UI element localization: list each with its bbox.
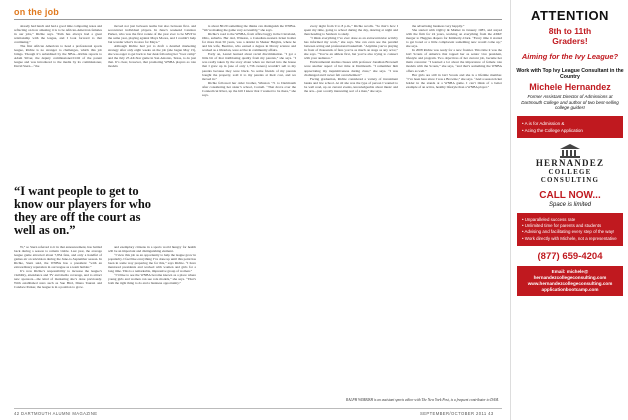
ad-ivy: Aiming for the Ivy League?: [521, 52, 619, 61]
paragraph: “I view this job as an opportunity to help the league grow in popularity. I feel like everything I’ve done up until this point has been in some way preparing me for this,” says Richie. “I have mentored presidents and worked with women and girls for a long time. This is a remarkable, impressive group of women.”: [108, 253, 196, 274]
ad-benefit: • Unparalleled success rate: [522, 216, 576, 222]
paragraph: Richie followed her older brother, Winston ’71 to Dartmouth after considering her sister’s school, Cornell. “That drove over the Connecticut River, up the hill I knew that I wanted to be there,” she says.: [202, 80, 296, 97]
ad-work: Work with Top Ivy League Consultant in the Country: [516, 68, 624, 80]
paragraph: Environmental studies classes with professor Jonathan Brownell were another aspect of her time at Dartmouth. “I remember him appreciating my inquisitiveness during class,” she says. “I was challenged and I never felt overwhelmed.”: [304, 60, 398, 77]
column-1: [14, 24, 102, 69]
ad-call: CALL NOW...: [539, 189, 601, 201]
ad-email-label[interactable]: Email: michele@: [551, 269, 589, 275]
ad-book-item: • A is for Admission &: [522, 120, 565, 126]
paragraph: the advertising business very happily.”: [412, 24, 465, 28]
ad-book-item: • Acing the College Application: [522, 127, 583, 133]
column-5: [406, 24, 502, 89]
logo-columns-icon: [559, 144, 581, 158]
column-3: [202, 24, 296, 97]
ad-website[interactable]: www.hernandezcollegeconsulting.com: [527, 281, 613, 287]
paragraph: moved not just between teams but also between first- and second-tier individual players. In June’s weekend Candace Parker, who was the first rookie of the year ever to be MVP in the same year, playing against Maya Moore, and I couldn’t help but wonder what’s in store for Maya.”: [108, 24, 196, 45]
paragraph: The first African American to head a professional sports league, Richie is no stranger to challenges, which this job brings. Though it’s subsidized by the NBA—Richie reports to Adam Silver, the deputy commissioner/COO of the parent league and was introduced to the media by its commissioner, David Stern—“the: [14, 44, 102, 69]
ad-books-box: [517, 116, 623, 138]
ad-sub-line-2: Graders!: [552, 36, 588, 46]
paragraph: In 2008 Richie was ready for a new frontier. This time it was the Girl Scouts of America that tapped her as senior vice president, lifestyle and program. Two objectives of her current job, became her main concerns: “I learned a lot about the importance of female role models with the Scouts,” she says, “and that’s something the WNBA offers as well.”: [406, 48, 502, 73]
paragraph: Early on, Laurel learned about racial discrimination. “I got a little bit of that trailblazing quality from my parents,” she says. “I was really taken by the story about when we moved into the house that I grew up in (one of only 1,736 owners) wouldn’t sell to my parents because they were black. So some friends of my parents bought the property, sold it to my parents at their cost, and we moved in.”: [202, 52, 296, 81]
paragraph: Richie’s road to the WNBA, from office buggy in the Cleveland, Ohio, suburbs. Her dad, Winston, a Canadian-western ticket holder for more than 50 years, was a dentist in Shaker Heights, where he and his wife, Beatrice, who earned a degree in library science and worked as a librarian, were active in community affairs.: [202, 32, 296, 53]
ad-website-2[interactable]: applicationbootcamp.com: [541, 287, 599, 293]
folio-right: SEPTEMBER/OCTOBER 2011 43: [420, 411, 494, 416]
advertisement[interactable]: [510, 0, 628, 420]
pull-quote: “I want people to get to know our players for who they are off the court as well as on.”: [14, 184, 152, 237]
footer-rule: [14, 408, 502, 409]
paragraph: and exemplary citizens in a sports world hungry for health will be an important and distinguishing element.: [108, 245, 196, 254]
ad-description: Former Assistant Director of Admissions at Dartmouth College and author of two best-selling college guides!: [521, 94, 619, 110]
column-1-lower: [14, 245, 102, 290]
column-2: [108, 24, 196, 69]
paragraph: every night from 9 to 8 p.m.,” Richie recalls. “So that’s how I spent my time, going to school during the day, dancing at night and then heading to Sanborn to study.: [304, 24, 398, 37]
paragraph: She started with Ogilvy & Mather in January 1983, and stayed with the firm for 24 years, working on everything from the AT&T merger to Huggies diapers for Kimberly-Clark. “Every time it started to get bored or a little complacent something new would come up,” she says.: [406, 28, 502, 49]
ad-sub-line-1: 8th to 11th: [548, 26, 592, 36]
paragraph: “I’d like to see the WNBA become known as a place where young girls and women can see role models,” she says. “That’s both the right thing to do and a business opportunity.”: [108, 273, 196, 286]
ad-space: Space is limited: [548, 201, 592, 208]
paragraph: Her girls are still in Girl Scouts and she is a lifetime member. “I’ve been here since I was a Brownie,” she says. “And a season ticket holder in the stands at a WNBA game. I can’t think of a better example of an active, healthy lifestyle than a WNBA player.”: [406, 72, 502, 89]
paragraph: is about 80/20 something the thinks can distinguish the WNBA. “We’re making the game very accessibly,” she says.: [202, 24, 296, 33]
ad-title: ATTENTION: [531, 8, 609, 23]
ad-consultant-name: Michele Hernandez: [529, 82, 611, 92]
author-bio: RALPH WIMBISH is an assistant sports editor with The New York Post, is a frequent contributor to DAM.: [346, 398, 499, 402]
ad-benefit: • Work directly with Michele, not a representative: [522, 235, 617, 241]
ad-phone[interactable]: (877) 659-4204: [537, 251, 603, 263]
paragraph: Although Richie had yet to draft a detailed marketing strategy after only eight weeks on the job (she began May 15), she was eager to get back to her desk following her “boot camp” and the July 25 All-Star game in San Antonio, Texas, to do just that. It’s clear, however, that promoting WNBA players as role models: [108, 44, 196, 69]
column-4: [304, 24, 398, 93]
column-2-lower: [108, 245, 196, 285]
ad-benefit: • Unlimited time for parents and students: [522, 222, 602, 228]
ad-logo: [520, 144, 620, 184]
section-head: on the job: [14, 7, 59, 17]
ad-logo-top: HERNANDEZ: [535, 157, 605, 168]
paragraph: already had lunch and had a good time comparing notes and reflecting on how amazing it is to be African-American females in our jobs,” Richie says. “Pam has always had a great relationship with the league, and I look forward to that continuing.”: [14, 24, 102, 45]
ad-logo-bottom: COLLEGE CONSULTING: [540, 167, 600, 184]
ad-contact-box: [517, 266, 623, 296]
paragraph: W,” so Stern referred to it in that announcement, has battled back during a season to remain viable. Last year, the average league game attracted about 7,834 fans, and only a handful of games air on television during the June-to-September season. In Richie, Stern said, the WNBA has a president “with an extraordinary reputation in our league as a team builder.”: [14, 245, 102, 270]
paragraph: Facing graduation, Richie considered a variety of investment banks and law school. At 42 she was the type of person I wanted to be well read, up on current events, knowledgeable about music and the arts—just a really interesting sort of a man,” she says.: [304, 76, 398, 93]
section-rule: [14, 19, 502, 20]
paragraph: It’s now Richie’s responsibility to increase the league’s visibility, attendance and TV and media coverage, and to attract new sponsors—the kind of marketing she’s done previously. With established stars such as Sue Bird, Diana Taurasi and Candace Parker, the league is in a position to grow.: [14, 269, 102, 290]
folio-left: 42 DARTMOUTH ALUMNI MAGAZINE: [14, 411, 98, 416]
ad-email-domain[interactable]: hernandezcollegeconsulting.com: [533, 275, 607, 281]
ad-benefits-list: [517, 213, 623, 247]
paragraph: “I think everything I’ve ever done as an extracurricular activity has informed my work,” she says. She can even see the parallel between acting and professional basketball. “Anytime you’re playing in front of thousands of fans you’re as much on stage as any actor,” she says. “You’re an athlete first, but you’re also trying to connect with your audience.”: [304, 36, 398, 61]
ad-benefit: • Advising and facilitating every step of the way!: [522, 229, 615, 235]
